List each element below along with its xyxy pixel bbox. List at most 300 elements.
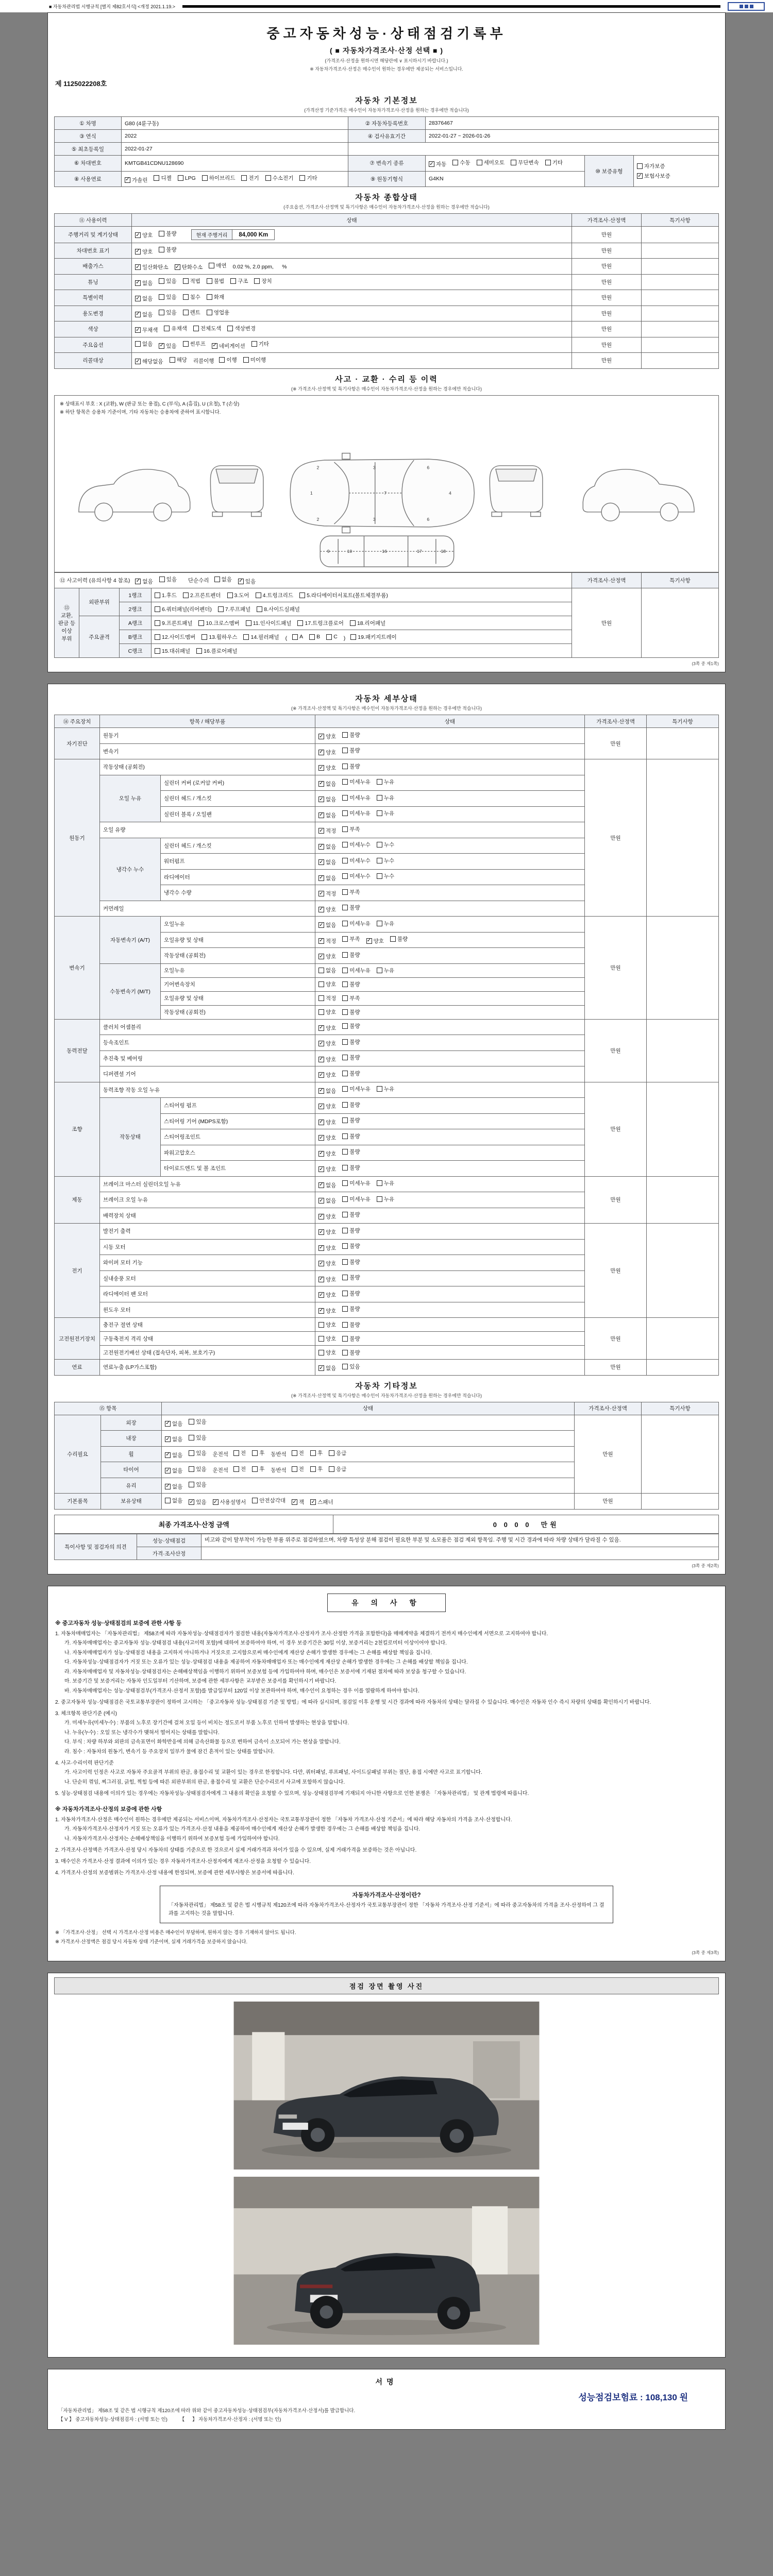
checkbox-label: 불량 [349,1349,360,1356]
checkbox-unchecked[interactable] [377,1195,394,1203]
checkbox-unchecked[interactable] [342,1305,360,1313]
checkbox-glyph [342,858,348,863]
checkbox-label: 없음 [326,1365,337,1372]
checkbox-unchecked[interactable] [189,1434,206,1442]
checkbox-checked[interactable] [318,733,336,740]
checkbox-label: 전기 [248,175,259,181]
checkbox-unchecked[interactable] [165,1497,182,1504]
checkbox-checked[interactable] [213,1498,246,1506]
checkbox-checked[interactable] [165,1420,182,1428]
remark-cell [647,1176,719,1224]
usage-history-row [55,227,719,243]
checkbox-checked[interactable] [318,921,336,929]
checkbox-unchecked[interactable] [243,633,279,641]
section-page2 [47,684,726,1574]
checkbox-checked[interactable] [318,1197,336,1205]
checkbox-label: 없음 [172,1468,183,1475]
checkbox-unchecked[interactable] [159,246,176,253]
checkbox-unchecked[interactable] [342,1195,371,1203]
checkbox-unchecked[interactable] [155,647,190,655]
device-item-label: 클러치 어셈블리 [100,1019,315,1035]
checkbox-unchecked[interactable] [477,159,505,166]
checkbox-unchecked[interactable] [207,277,224,285]
checkbox-glyph [342,748,348,753]
checkbox-unchecked[interactable] [193,325,222,332]
checkbox-unchecked[interactable] [342,1242,360,1250]
checkbox-unchecked[interactable] [219,356,237,364]
checkbox-unchecked[interactable] [227,591,249,599]
checkbox-checked[interactable] [318,906,336,913]
checkbox-unchecked[interactable] [377,1179,394,1187]
svg-text:3: 3 [373,516,376,522]
checkbox-unchecked[interactable] [257,605,300,613]
checkbox-checked[interactable] [318,1165,336,1173]
checkbox-unchecked[interactable] [342,951,360,959]
checkbox-label: 5.라디에이터서포트(볼트체결부품) [307,592,388,599]
checkbox-unchecked[interactable] [241,174,259,182]
checkbox-unchecked[interactable] [342,1101,360,1109]
checkbox-unchecked[interactable] [342,778,371,786]
checkbox-glyph: ✓ [136,327,140,333]
state-text: 동반석 [271,1467,287,1473]
device-row [55,728,719,744]
price-cell: 만원 [585,759,647,917]
checkbox-unchecked[interactable] [342,731,360,739]
checkbox-label: 11.인사이드패널 [253,620,292,626]
checkbox-unchecked[interactable] [342,1335,360,1343]
checkbox-unchecked[interactable] [230,277,248,285]
checkbox-unchecked[interactable] [189,1418,206,1426]
device-item-label: 충전구 절연 상태 [100,1318,315,1332]
device-group-label: 전기 [55,1224,100,1318]
device-group-label: 자기진단 [55,728,100,759]
checkbox-checked[interactable] [135,263,169,271]
checkbox-checked[interactable] [165,1451,182,1459]
device-state-cell [315,1360,585,1376]
checkbox-checked[interactable] [318,1103,336,1110]
checkbox-label: 없음 [326,1088,337,1094]
checkbox-checked[interactable] [318,874,336,882]
checkbox-unchecked[interactable] [218,605,250,613]
checkbox-unchecked[interactable] [377,794,394,802]
device-state-cell [315,1145,585,1161]
checkbox-label: 해당 [176,357,187,363]
checkbox-label: 누유 [383,1180,395,1187]
price-cell: 만원 [585,1176,647,1224]
checkbox-unchecked[interactable] [254,277,272,285]
checkbox-label: 해당없음 [142,359,163,365]
checkbox-unchecked[interactable] [342,872,371,880]
checkbox-unchecked[interactable] [183,340,206,348]
checkbox-group [318,890,366,896]
checkbox-checked[interactable] [189,1498,206,1506]
device-group-label: 원동기 [55,759,100,917]
checkbox-unchecked[interactable] [159,293,176,301]
checkbox-checked[interactable] [318,1071,336,1079]
checkbox-unchecked[interactable] [377,841,394,849]
state-text: 운전석 [212,1467,229,1473]
checkbox-checked[interactable] [318,811,336,819]
checkbox-unchecked[interactable] [326,634,338,640]
state-header: 상태 [315,715,585,728]
checkbox-glyph [243,357,249,363]
checkbox-checked[interactable] [318,1118,336,1126]
basic-info-table [54,116,719,187]
checkbox-unchecked[interactable] [170,356,187,364]
checkbox-unchecked[interactable] [342,1349,360,1357]
table-row [55,1534,719,1547]
checkbox-unchecked[interactable] [183,293,200,301]
checkbox-unchecked[interactable] [377,778,394,786]
checkbox-unchecked[interactable] [227,325,256,332]
checkbox-unchecked[interactable] [342,794,371,802]
checkbox-unchecked[interactable] [299,174,317,182]
checkbox-glyph [342,732,348,738]
checkbox-unchecked[interactable] [342,1116,360,1124]
checkbox-checked[interactable] [318,780,336,788]
checkbox-checked[interactable] [318,937,336,945]
checkbox-checked[interactable] [318,953,336,960]
checkbox-glyph [155,634,160,640]
checkbox-unchecked[interactable] [201,633,237,641]
device-state-cell [315,775,585,791]
checkbox-checked[interactable] [135,578,153,585]
svg-text:6: 6 [427,465,430,470]
accident-history-cell [55,572,572,588]
checkbox-unchecked[interactable] [310,1449,323,1457]
notice-line: 마. 보증기간 및 보증거리는 자동차 인도일부터 기산하며, 보증에 관한 세부사항은 교부받은 보증서를 확인하시기 바랍니다. [64,1679,337,1685]
checkbox-unchecked[interactable] [292,1465,304,1473]
checkbox-unchecked[interactable] [342,1038,360,1046]
checkbox-checked[interactable] [318,827,336,835]
checkbox-group [135,295,183,301]
checkbox-unchecked[interactable] [342,1258,360,1266]
checkbox-unchecked[interactable] [452,159,470,166]
device-state-cell [315,977,585,991]
price-cell: 만원 [575,1415,642,1494]
checkbox-unchecked[interactable] [342,747,360,754]
checkbox-label: 부족 [349,826,360,833]
checkbox-glyph: ✓ [165,1420,170,1427]
remark-cell [642,306,719,321]
checkbox-checked[interactable] [318,1181,336,1189]
checkbox-label: 양호 [142,232,153,239]
checkbox-glyph: ✓ [165,1467,170,1473]
checkbox-unchecked[interactable] [214,575,232,583]
checkbox-unchecked[interactable] [350,633,396,641]
checkbox-checked[interactable] [318,764,336,772]
etc-info-note: (※ 가격조사·산정액 및 특기사항은 매수인이 자동차가격조사·산정을 원하는 경우에만 적습니다) [291,1393,482,1398]
checkbox-unchecked[interactable] [342,1179,371,1187]
checkbox-glyph [318,1009,324,1015]
checkbox-unchecked[interactable] [292,1449,304,1457]
checkbox-checked[interactable] [318,1244,336,1252]
checkbox-checked[interactable] [318,1134,336,1142]
checkbox-unchecked[interactable] [318,967,336,974]
checkbox-checked[interactable] [637,172,715,180]
certification-seal-stamp [728,2,765,11]
checkbox-label: 불량 [349,905,360,911]
checkbox-unchecked[interactable] [342,1022,360,1030]
checkbox-unchecked[interactable] [164,325,187,332]
device-state-cell [315,759,585,775]
checkbox-checked[interactable] [165,1435,182,1443]
checkbox-unchecked[interactable] [183,591,221,599]
checkbox-glyph [178,175,183,181]
notice-line: 1. 자동차가격조사·산정은 매수인이 원하는 경우에만 제공되는 서비스이며, 자동차가격조사·산정자는 국토교통부장관이 정한 「자동차 가격조사·산정 기준서」에 따라 해당 자동차의 가격을 조사·산정합니다. [55,1817,512,1823]
usage-history-row [55,321,719,337]
checkbox-unchecked[interactable] [207,293,224,301]
checkbox-checked[interactable] [318,1291,336,1299]
checkbox-unchecked[interactable] [159,230,176,238]
checkbox-checked[interactable] [175,263,203,271]
checkbox-unchecked[interactable] [155,605,212,613]
checkbox-unchecked[interactable] [329,1465,346,1473]
checkbox-unchecked[interactable] [202,174,236,182]
checkbox-unchecked[interactable] [377,857,394,865]
checkbox-checked[interactable] [318,1024,336,1032]
checkbox-unchecked[interactable] [159,575,177,583]
checkbox-checked[interactable] [318,1040,336,1047]
checkbox-checked[interactable] [318,749,336,756]
checkbox-checked[interactable] [318,795,336,803]
checkbox-unchecked[interactable] [154,174,171,182]
checkbox-group [318,982,366,989]
checkbox-unchecked[interactable] [189,1481,206,1488]
checkbox-unchecked[interactable] [233,1465,246,1473]
checkbox-checked[interactable] [318,1228,336,1236]
checkbox-checked[interactable] [292,1498,304,1506]
checkbox-checked[interactable] [135,311,153,318]
checkbox-glyph: ✓ [136,264,140,270]
checkbox-unchecked[interactable] [377,920,394,927]
checkbox-unchecked[interactable] [342,888,360,896]
checkbox-unchecked[interactable] [342,1290,360,1297]
checkbox-glyph [342,968,348,973]
checkbox-unchecked[interactable] [207,309,229,316]
checkbox-unchecked[interactable] [342,857,371,865]
checkbox-checked[interactable] [135,248,153,256]
checkbox-glyph [164,326,170,331]
device-group-label: 연료 [55,1360,100,1376]
checkbox-unchecked[interactable] [233,1449,246,1457]
checkbox-glyph [227,592,233,598]
checkbox-label: 네비게이션 [219,343,245,349]
checkbox-group [318,937,414,943]
checkbox-unchecked[interactable] [292,634,303,640]
checkbox-unchecked[interactable] [342,904,360,911]
checkbox-glyph [342,1071,348,1076]
checkbox-glyph: ✓ [319,1197,324,1204]
checkbox-unchecked[interactable] [342,994,360,1002]
checkbox-unchecked[interactable] [318,1321,336,1329]
checkbox-unchecked[interactable] [155,591,177,599]
checkbox-unchecked[interactable] [309,634,320,640]
checkbox-unchecked[interactable] [318,1008,336,1016]
checkbox-checked[interactable] [165,1467,182,1475]
checkbox-group [318,1292,366,1298]
checkbox-glyph [342,842,348,848]
checkbox-unchecked[interactable] [178,175,196,181]
page-subtitle: ( ■ 자동차가격조사·산정 선택 ■ ) [329,46,444,55]
checkbox-unchecked[interactable] [256,591,293,599]
checkbox-group [318,1229,366,1235]
checkbox-unchecked[interactable] [252,1465,264,1473]
checkbox-unchecked[interactable] [299,591,388,599]
checkbox-checked[interactable] [318,858,336,866]
checkbox-unchecked[interactable] [511,159,539,166]
price-cell: 만원 [585,917,647,1020]
checkbox-unchecked[interactable] [342,1132,360,1140]
checkbox-unchecked[interactable] [637,162,715,170]
checkbox-checked[interactable] [318,1260,336,1267]
checkbox-unchecked[interactable] [318,994,336,1002]
checkbox-unchecked[interactable] [318,1349,336,1357]
checkbox-checked[interactable] [318,1276,336,1283]
checkbox-checked[interactable] [318,890,336,897]
checkbox-unchecked[interactable] [342,1148,360,1156]
checkbox-unchecked[interactable] [297,619,343,627]
checkbox-unchecked[interactable] [350,619,385,627]
checkbox-unchecked[interactable] [198,619,239,627]
svg-text:4: 4 [448,490,451,496]
checkbox-label: A [299,634,304,640]
checkbox-unchecked[interactable] [342,920,371,927]
checkbox-unchecked[interactable] [159,309,176,316]
checkbox-glyph [342,1102,348,1108]
checkbox-checked[interactable] [238,578,256,585]
checkbox-unchecked[interactable] [209,262,226,269]
checkbox-label: 없음 [142,296,153,302]
checkbox-group [183,311,236,317]
checkbox-unchecked[interactable] [310,1465,323,1473]
checkbox-checked[interactable] [159,342,176,350]
checkbox-glyph: ✓ [366,938,372,944]
checkbox-unchecked[interactable] [243,356,266,364]
checkbox-checked[interactable] [318,1307,336,1315]
checkbox-checked[interactable] [318,843,336,851]
checkbox-unchecked[interactable] [342,841,371,849]
checkbox-unchecked[interactable] [342,935,360,943]
checkbox-unchecked[interactable] [183,309,200,316]
device-item-label: 기어변속장치 [161,977,315,991]
checkbox-glyph [637,163,643,169]
checkbox-unchecked[interactable] [377,872,394,880]
checkbox-checked[interactable] [318,1213,336,1221]
checkbox-unchecked[interactable] [377,967,394,974]
checkbox-unchecked[interactable] [342,1054,360,1061]
checkbox-glyph [342,1039,348,1045]
checkbox-checked[interactable] [165,1483,182,1490]
checkbox-checked[interactable] [318,1056,336,1063]
checkbox-unchecked[interactable] [342,1164,360,1172]
checkbox-checked[interactable] [318,1087,336,1095]
checkbox-unchecked[interactable] [183,277,200,285]
checkbox-glyph [251,341,257,347]
checkbox-unchecked[interactable] [342,1008,360,1016]
checkbox-glyph [189,1450,194,1456]
checkbox-checked[interactable] [135,358,163,365]
checkbox-label: 9.프론트패널 [162,620,193,626]
checkbox-unchecked[interactable] [342,1211,360,1218]
checkbox-checked[interactable] [135,326,158,334]
checkbox-checked[interactable] [135,279,153,287]
checkbox-unchecked[interactable] [342,967,371,974]
checkbox-unchecked[interactable] [342,1070,360,1077]
usage-item-label: 배출가스 [55,259,132,275]
checkbox-checked[interactable] [318,1150,336,1158]
checkbox-unchecked[interactable] [318,980,336,988]
checkbox-label: 10.크로스멤버 [206,620,240,626]
checkbox-group [135,248,183,254]
checkbox-unchecked[interactable] [545,159,563,166]
checkbox-glyph [342,921,348,926]
checkbox-checked[interactable] [366,937,384,945]
checkbox-checked[interactable] [135,295,153,302]
checkbox-glyph [342,1212,348,1217]
checkbox-unchecked[interactable] [252,1497,285,1504]
checkbox-unchecked[interactable] [246,619,292,627]
basic-info-title: 자동차 기본정보 [355,96,418,105]
checkbox-unchecked[interactable] [329,1449,346,1457]
device-item-label: 작동상태 (공회전) [161,948,315,964]
checkbox-unchecked[interactable] [135,340,153,348]
checkbox-group [233,1467,271,1473]
checkbox-checked[interactable] [125,176,147,184]
checkbox-unchecked[interactable] [189,1449,206,1457]
checkbox-unchecked[interactable] [159,277,176,285]
checkbox-unchecked[interactable] [189,1465,206,1473]
checkbox-unchecked[interactable] [377,809,394,817]
checkbox-checked[interactable] [429,160,446,168]
checkbox-unchecked[interactable] [342,980,360,988]
checkbox-label: 보험사보증 [644,173,670,179]
checkbox-label: 없음 [326,796,337,803]
checkbox-checked[interactable] [212,342,245,350]
checkbox-unchecked[interactable] [196,647,237,655]
table-header-row [55,214,719,227]
checkbox-group [318,996,366,1003]
checkbox-unchecked[interactable] [318,1335,336,1343]
checkbox-unchecked[interactable] [342,825,360,833]
simple-repair-label: 단순수리 [188,577,209,584]
checkbox-unchecked[interactable] [390,935,408,943]
checkbox-label: 불량 [349,1149,360,1156]
checkbox-label: 양호 [326,1245,337,1251]
checkbox-unchecked[interactable] [342,762,360,770]
checkbox-unchecked[interactable] [251,340,269,348]
checkbox-glyph [252,1498,258,1503]
checkbox-unchecked[interactable] [155,619,192,627]
checkbox-unchecked[interactable] [342,1227,360,1234]
checkbox-unchecked[interactable] [252,1449,264,1457]
checkbox-checked[interactable] [318,1364,336,1372]
checkbox-unchecked[interactable] [155,633,195,641]
checkbox-checked[interactable] [135,231,153,239]
notice-line: 라. 침수 : 자동차의 원동기, 변속기 등 주요장치 일부가 물에 잠긴 흔적이 있는 상태를 말합니다. [64,1749,275,1755]
checkbox-unchecked[interactable] [342,1274,360,1281]
checkbox-unchecked[interactable] [342,1363,360,1370]
checkbox-unchecked[interactable] [265,174,294,182]
svg-text:3: 3 [373,465,376,470]
checkbox-unchecked[interactable] [342,809,371,817]
checkbox-checked[interactable] [310,1498,333,1506]
checkbox-glyph: ✓ [319,827,324,834]
checkbox-unchecked[interactable] [342,1085,371,1093]
checkbox-unchecked[interactable] [377,1085,394,1093]
checkbox-glyph [342,889,348,895]
checkbox-unchecked[interactable] [342,1321,360,1329]
